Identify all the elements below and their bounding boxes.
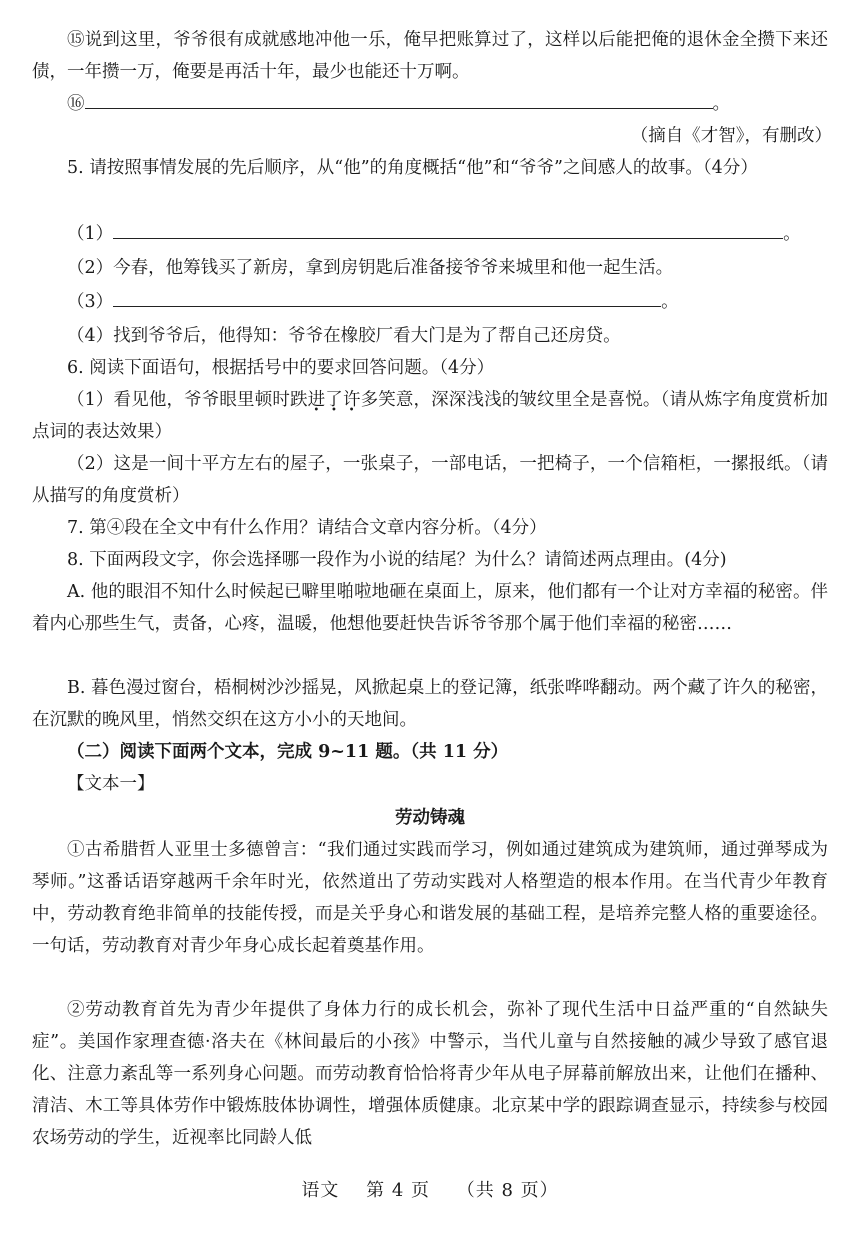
dotted-char: 了	[325, 390, 343, 410]
question-6-item-1	[32, 384, 828, 448]
footer-page-number: 第 4 页	[366, 1180, 430, 1201]
q6-1-text-before: （1）看见他，爷爷眼里顿时	[67, 390, 290, 410]
essay-paragraph-2: ②劳动教育首先为青少年提供了身体力行的成长机会，弥补了现代生活中日益严重的“自然缺失症”。美国作家理查德·洛夫在《林间最后的小孩》中警示，当代儿童与自然接触的减少导致了感官退化、注意力紊乱等一系列身心问题。而劳动教育恰恰将青少年从电子屏幕前解放出来，让他们在播种、清洁、木工等具体劳作中锻炼肢体协调性，增强体质健康。北京某中学的跟踪调查显示，持续参与校园农场劳动的学生，近视率比同龄人低	[32, 1000, 828, 1148]
period-16: 。	[712, 94, 730, 114]
page-footer	[0, 1176, 860, 1202]
dotted-char: 跌	[289, 390, 308, 410]
essay-title: 劳动铸魂	[395, 808, 465, 828]
paragraph-15: ⑮说到这里，爷爷很有成就感地冲他一乐，俺早把账算过了，这样以后能把俺的退休金全攒下来还债，一年攒一万，俺要是再活十年，最少也能还十万啊。	[32, 30, 828, 82]
answer-line-5-1	[113, 218, 783, 239]
question-5-item-3	[32, 286, 828, 318]
question-8: 8. 下面两段文字，你会选择哪一段作为小说的结尾？为什么？请简述两点理由。(4分)	[67, 550, 727, 570]
question-5-item-1	[32, 218, 828, 250]
question-5-item-4: （4）找到爷爷后，他得知：爷爷在橡胶厂看大门是为了帮自己还房贷。	[67, 326, 621, 346]
item-1-number: （1）	[67, 224, 114, 244]
answer-line-16	[85, 88, 713, 109]
dotted-char: 进	[307, 390, 326, 410]
option-a: A. 他的眼泪不知什么时候起已噼里啪啦地砸在桌面上，原来，他们都有一个让对方幸福的秘密。伴着内心那些生气，责备，心疼，温暖，他想他要赶快告诉爷爷那个属于他们幸福的秘密……	[32, 582, 828, 634]
question-5-item-2: （2）今春，他筹钱买了新房，拿到房钥匙后准备接爷爷来城里和他一起生活。	[67, 258, 674, 278]
text-1-label: 【文本一】	[67, 774, 155, 794]
period-5-1: 。	[783, 224, 801, 244]
source-citation: （摘自《才智》，有删改）	[630, 126, 832, 146]
paragraph-16-number: ⑯	[67, 94, 85, 114]
option-b: B. 暮色漫过窗台，梧桐树沙沙摇晃，风掀起桌上的登记簿，纸张哗哗翻动。两个藏了许久的秘密，在沉默的晚风里，悄然交织在这方小小的天地间。	[32, 678, 828, 730]
q6-1-text-after: 许多笑意，深深浅浅的皱纹里全是喜悦。（请从炼字角度赏析加点词的表达效果）	[32, 390, 829, 442]
question-5: 5. 请按照事情发展的先后顺序，从“他”的角度概括“他”和“爷爷”之间感人的故事。（4分）	[67, 158, 758, 178]
footer-total-pages: （共 8 页）	[456, 1180, 559, 1201]
question-6-item-2: （2）这是一间十平方左右的屋子，一张桌子，一部电话，一把椅子，一个信箱柜，一摞报纸。（请从描写的角度赏析）	[32, 454, 828, 506]
section-2-heading: （二）阅读下面两个文本，完成 9~11 题。（共 11 分）	[67, 742, 509, 762]
answer-line-5-3	[113, 286, 661, 307]
footer-subject: 语文	[301, 1180, 340, 1201]
question-7: 7. 第④段在全文中有什么作用？请结合文章内容分析。（4分）	[67, 518, 547, 538]
item-3-number: （3）	[67, 292, 114, 312]
period-5-3: 。	[661, 292, 679, 312]
paragraph-16-blank	[32, 88, 828, 120]
question-6: 6. 阅读下面语句，根据括号中的要求回答问题。（4分）	[67, 358, 495, 378]
essay-paragraph-1: ①古希腊哲人亚里士多德曾言：“我们通过实践而学习，例如通过建筑成为建筑师，通过弹琴成为琴师。”这番话语穿越两千余年时光，依然道出了劳动实践对人格塑造的根本作用。在当代青少年教育中，劳动教育绝非简单的技能传授，而是关乎身心和谐发展的基础工程，是培养完整人格的重要途径。一句话，劳动教育对青少年身心成长起着奠基作用。	[32, 840, 828, 956]
